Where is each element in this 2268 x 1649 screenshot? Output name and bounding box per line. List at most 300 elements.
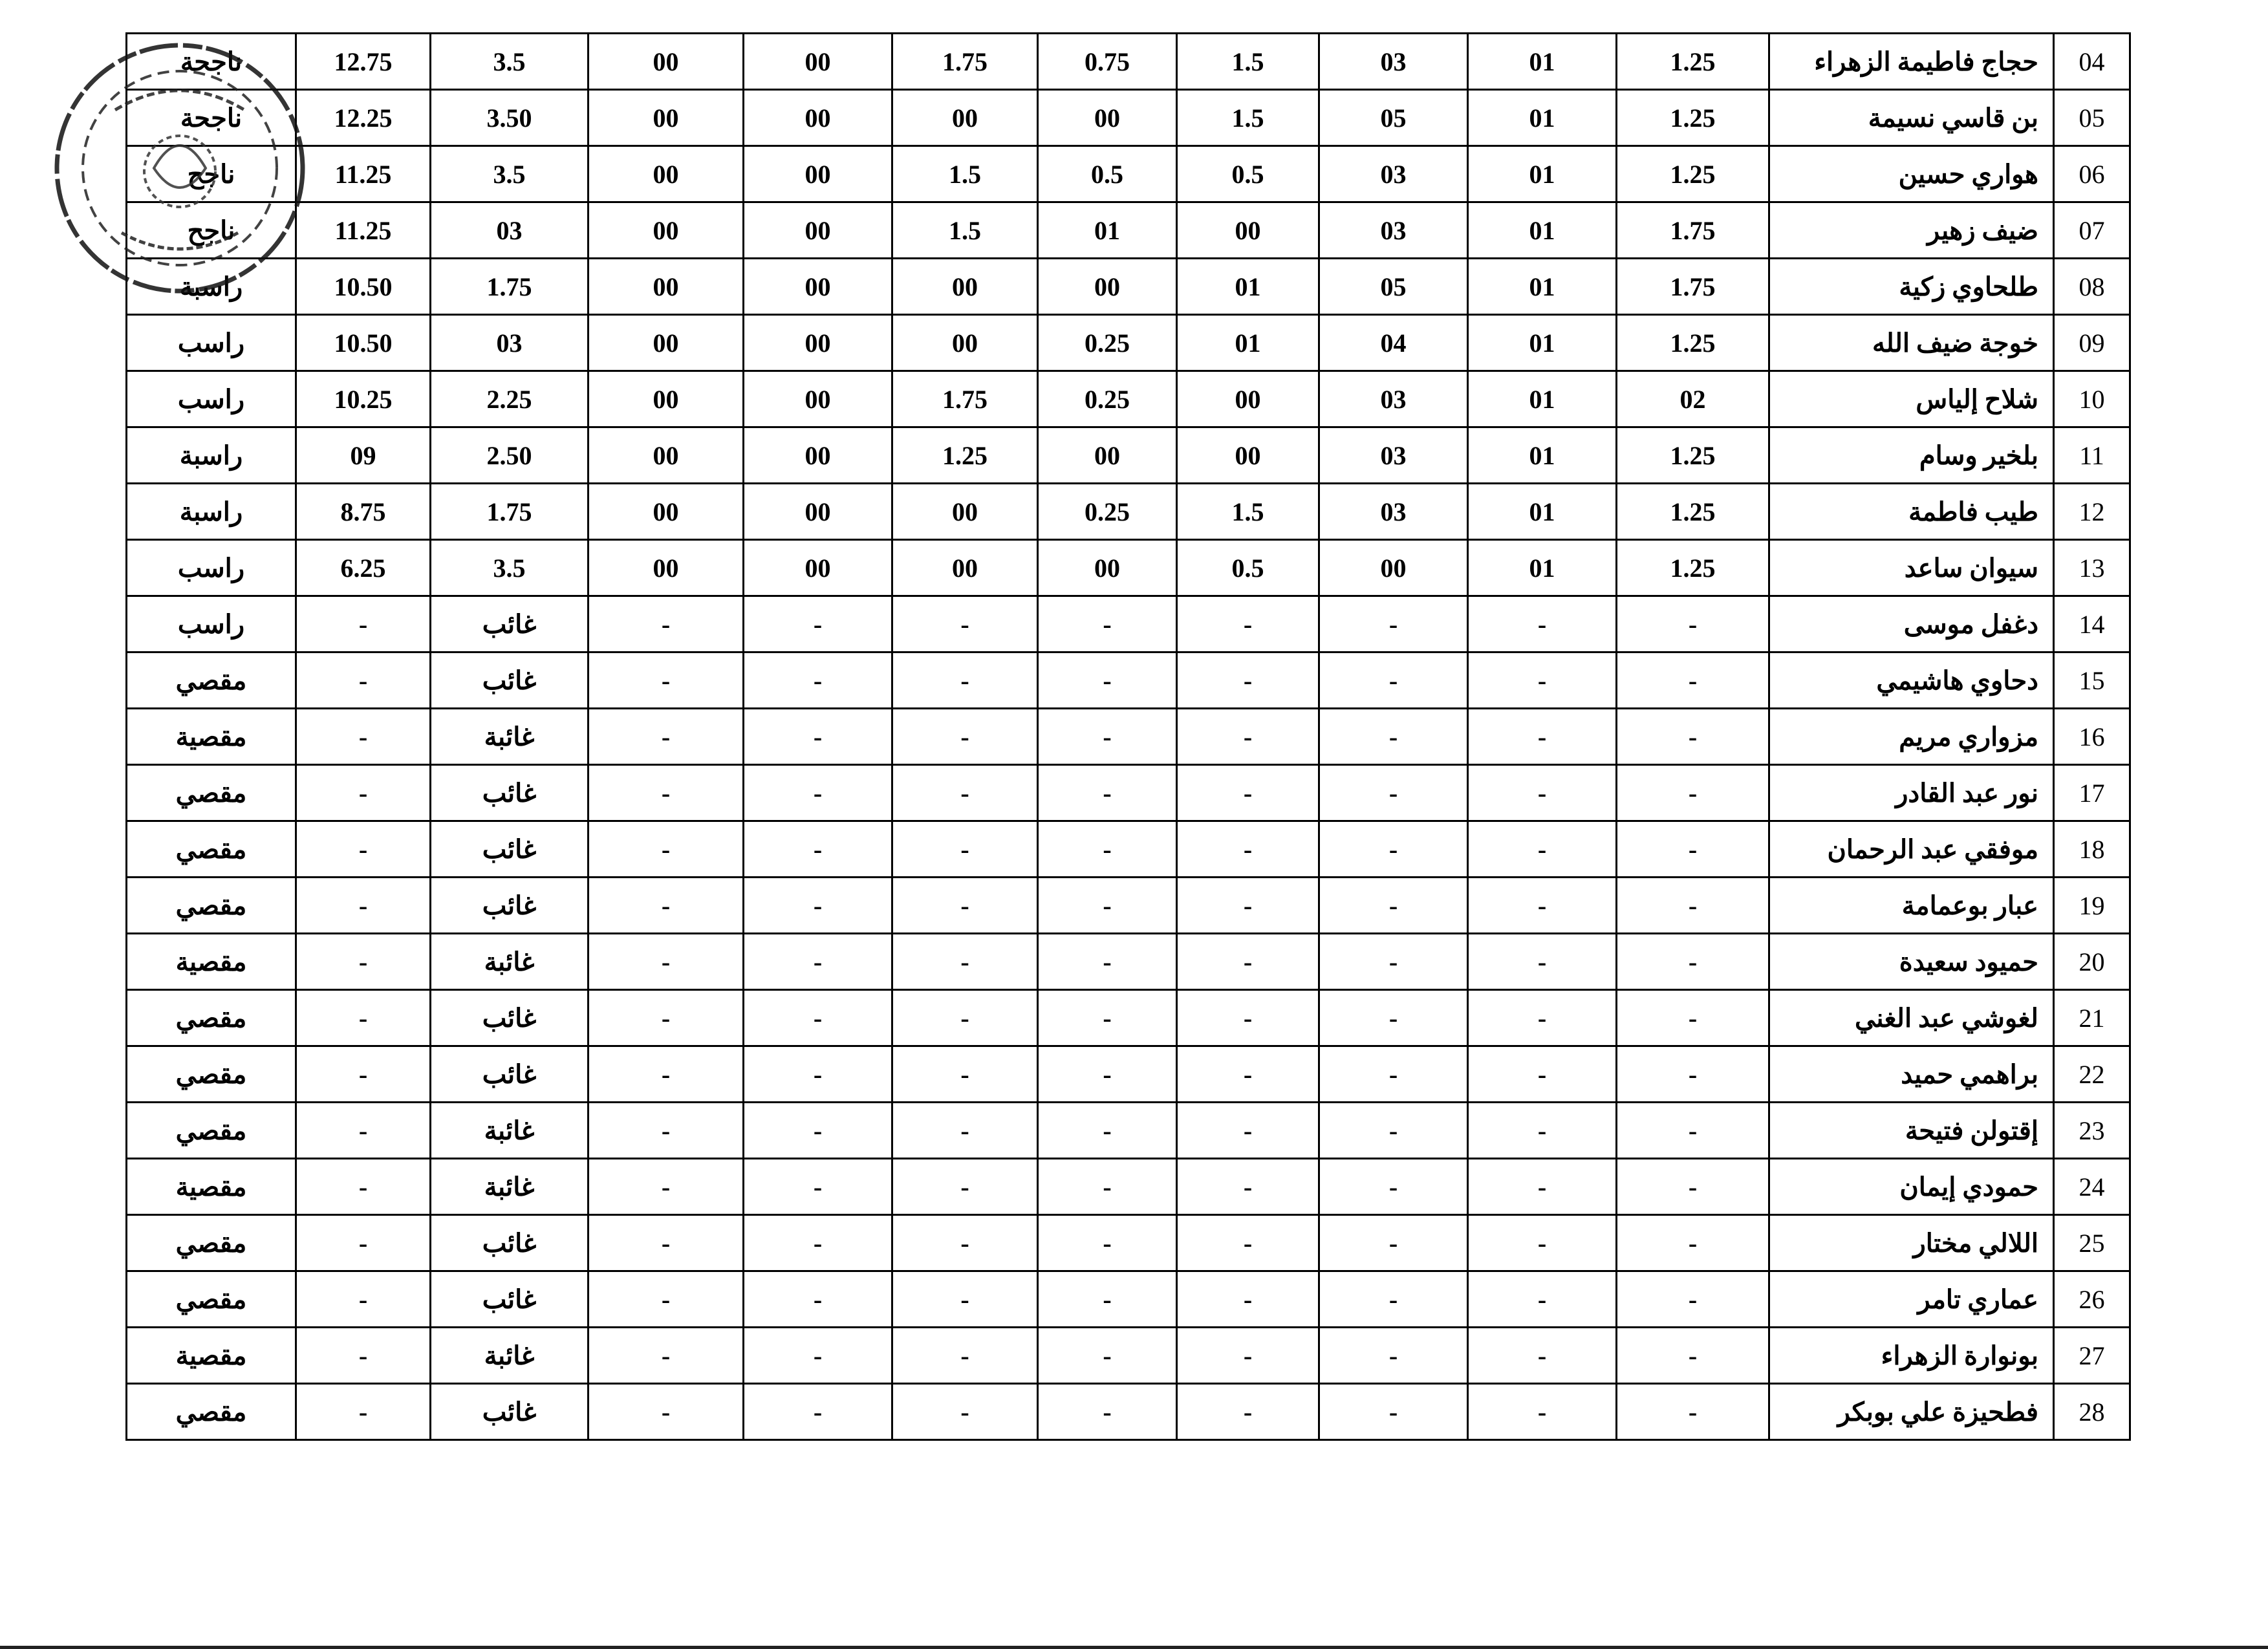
cell-c2: 01	[1468, 259, 1617, 315]
cell-c3: 03	[1319, 146, 1468, 202]
table-row	[127, 540, 2130, 596]
cell-c5: -	[1038, 1271, 1177, 1328]
cell-c1: 1.75	[1617, 202, 1769, 259]
cell-c5: 00	[1038, 90, 1177, 146]
cell-c6: 1.5	[892, 202, 1038, 259]
cell-c4: -	[1177, 934, 1319, 990]
cell-c7: -	[744, 1215, 892, 1271]
cell-c1: 1.25	[1617, 540, 1769, 596]
cell-c5: -	[1038, 1215, 1177, 1271]
cell-c4: -	[1177, 878, 1319, 934]
cell-c8: -	[589, 990, 744, 1046]
table-row	[127, 934, 2130, 990]
cell-total: -	[296, 1328, 431, 1384]
cell-c1: -	[1617, 878, 1769, 934]
cell-name: هواري حسين	[1769, 146, 2054, 202]
cell-c5: -	[1038, 990, 1177, 1046]
cell-c3: -	[1319, 990, 1468, 1046]
cell-num: 19	[2054, 878, 2130, 934]
cell-c3: -	[1319, 1046, 1468, 1103]
cell-c7: 00	[744, 371, 892, 427]
cell-c1: 1.25	[1617, 315, 1769, 371]
cell-c9: غائبة	[431, 1159, 589, 1215]
cell-c6: -	[892, 990, 1038, 1046]
cell-name: لغوشي عبد الغني	[1769, 990, 2054, 1046]
cell-c4: 00	[1177, 371, 1319, 427]
cell-c2: -	[1468, 1103, 1617, 1159]
cell-c2: -	[1468, 1384, 1617, 1440]
cell-total: 8.75	[296, 484, 431, 540]
cell-c9: غائبة	[431, 1103, 589, 1159]
cell-total: -	[296, 596, 431, 652]
cell-c2: -	[1468, 1046, 1617, 1103]
cell-c8: 00	[589, 90, 744, 146]
cell-c3: -	[1319, 821, 1468, 878]
cell-c2: -	[1468, 990, 1617, 1046]
table-row	[127, 315, 2130, 371]
cell-c6: -	[892, 596, 1038, 652]
cell-c2: -	[1468, 709, 1617, 765]
table-row	[127, 146, 2130, 202]
cell-c8: -	[589, 765, 744, 821]
cell-name: طيب فاطمة	[1769, 484, 2054, 540]
cell-c2: 01	[1468, 427, 1617, 484]
cell-c4: -	[1177, 1328, 1319, 1384]
cell-c1: -	[1617, 821, 1769, 878]
table-row	[127, 484, 2130, 540]
cell-num: 27	[2054, 1328, 2130, 1384]
cell-c7: 00	[744, 484, 892, 540]
cell-c8: 00	[589, 371, 744, 427]
cell-c1: -	[1617, 1046, 1769, 1103]
cell-name: بن قاسي نسيمة	[1769, 90, 2054, 146]
cell-c5: 00	[1038, 540, 1177, 596]
cell-c2: -	[1468, 765, 1617, 821]
cell-c2: -	[1468, 821, 1617, 878]
cell-c1: 1.75	[1617, 259, 1769, 315]
cell-c1: -	[1617, 765, 1769, 821]
cell-name: سيوان ساعد	[1769, 540, 2054, 596]
cell-num: 15	[2054, 652, 2130, 709]
cell-decision: مقصي	[127, 878, 296, 934]
cell-c5: -	[1038, 596, 1177, 652]
cell-c5: -	[1038, 652, 1177, 709]
cell-c5: -	[1038, 878, 1177, 934]
cell-total: -	[296, 1103, 431, 1159]
cell-total: -	[296, 934, 431, 990]
cell-c8: 00	[589, 540, 744, 596]
cell-c3: -	[1319, 596, 1468, 652]
cell-c2: 01	[1468, 34, 1617, 90]
cell-c1: 02	[1617, 371, 1769, 427]
cell-c9: غائب	[431, 1384, 589, 1440]
cell-c8: -	[589, 1159, 744, 1215]
cell-c3: 05	[1319, 259, 1468, 315]
cell-decision: مقصي	[127, 652, 296, 709]
cell-c4: -	[1177, 990, 1319, 1046]
cell-c7: 00	[744, 540, 892, 596]
cell-c9: غائب	[431, 596, 589, 652]
cell-c5: -	[1038, 1384, 1177, 1440]
cell-c8: -	[589, 709, 744, 765]
cell-c5: -	[1038, 934, 1177, 990]
cell-num: 09	[2054, 315, 2130, 371]
cell-decision: مقصي	[127, 821, 296, 878]
cell-c4: 01	[1177, 259, 1319, 315]
cell-c9: 1.75	[431, 259, 589, 315]
cell-num: 06	[2054, 146, 2130, 202]
cell-c1: 1.25	[1617, 90, 1769, 146]
cell-c4: -	[1177, 1271, 1319, 1328]
table-row	[127, 821, 2130, 878]
cell-c6: -	[892, 709, 1038, 765]
cell-c5: 0.75	[1038, 34, 1177, 90]
cell-c8: 00	[589, 427, 744, 484]
cell-c8: 00	[589, 202, 744, 259]
cell-c3: -	[1319, 1159, 1468, 1215]
cell-decision: راسبة	[127, 427, 296, 484]
table-row	[127, 709, 2130, 765]
cell-c9: غائب	[431, 1215, 589, 1271]
cell-name: موفقي عبد الرحمان	[1769, 821, 2054, 878]
cell-num: 20	[2054, 934, 2130, 990]
cell-c9: 03	[431, 315, 589, 371]
cell-decision: مقصية	[127, 1328, 296, 1384]
cell-c8: -	[589, 1271, 744, 1328]
cell-c8: -	[589, 1384, 744, 1440]
cell-total: 10.50	[296, 315, 431, 371]
cell-c1: 1.25	[1617, 484, 1769, 540]
table-row	[127, 596, 2130, 652]
cell-num: 14	[2054, 596, 2130, 652]
cell-decision: مقصي	[127, 990, 296, 1046]
cell-c2: -	[1468, 934, 1617, 990]
cell-c6: -	[892, 1215, 1038, 1271]
cell-c8: -	[589, 596, 744, 652]
cell-total: 12.25	[296, 90, 431, 146]
cell-c4: -	[1177, 821, 1319, 878]
cell-c4: -	[1177, 596, 1319, 652]
cell-name: عبار بوعمامة	[1769, 878, 2054, 934]
cell-c9: 3.5	[431, 146, 589, 202]
cell-c5: -	[1038, 1046, 1177, 1103]
cell-c1: -	[1617, 596, 1769, 652]
table-row	[127, 371, 2130, 427]
cell-name: فطحيزة علي بوبكر	[1769, 1384, 2054, 1440]
cell-c5: 01	[1038, 202, 1177, 259]
cell-c7: -	[744, 1046, 892, 1103]
cell-c7: -	[744, 596, 892, 652]
cell-c8: -	[589, 1103, 744, 1159]
cell-c7: -	[744, 1271, 892, 1328]
cell-total: -	[296, 1384, 431, 1440]
cell-c1: 1.25	[1617, 427, 1769, 484]
cell-c6: 1.25	[892, 427, 1038, 484]
cell-c3: -	[1319, 1328, 1468, 1384]
cell-c1: -	[1617, 990, 1769, 1046]
cell-total: 12.75	[296, 34, 431, 90]
cell-c7: -	[744, 990, 892, 1046]
cell-c3: 00	[1319, 540, 1468, 596]
cell-total: -	[296, 765, 431, 821]
cell-c9: 2.50	[431, 427, 589, 484]
cell-c4: 1.5	[1177, 90, 1319, 146]
cell-num: 17	[2054, 765, 2130, 821]
cell-c4: 0.5	[1177, 540, 1319, 596]
cell-name: مزواري مريم	[1769, 709, 2054, 765]
cell-c8: -	[589, 1046, 744, 1103]
cell-c8: 00	[589, 34, 744, 90]
cell-c7: -	[744, 709, 892, 765]
cell-name: دحاوي هاشيمي	[1769, 652, 2054, 709]
cell-c7: -	[744, 1328, 892, 1384]
cell-c7: -	[744, 1159, 892, 1215]
cell-c5: -	[1038, 821, 1177, 878]
cell-c4: -	[1177, 709, 1319, 765]
scan-edge	[0, 1646, 2268, 1649]
cell-name: نور عبد القادر	[1769, 765, 2054, 821]
cell-c2: -	[1468, 596, 1617, 652]
cell-c4: -	[1177, 1046, 1319, 1103]
cell-total: -	[296, 1215, 431, 1271]
cell-c6: -	[892, 652, 1038, 709]
table-row	[127, 765, 2130, 821]
cell-num: 25	[2054, 1215, 2130, 1271]
cell-c3: 05	[1319, 90, 1468, 146]
grades-table	[125, 32, 2131, 1441]
cell-c4: -	[1177, 1159, 1319, 1215]
cell-c8: -	[589, 878, 744, 934]
cell-c7: -	[744, 652, 892, 709]
cell-c6: -	[892, 1384, 1038, 1440]
cell-c4: 1.5	[1177, 34, 1319, 90]
cell-name: طلحاوي زكية	[1769, 259, 2054, 315]
cell-c9: 2.25	[431, 371, 589, 427]
cell-c5: 00	[1038, 259, 1177, 315]
table-row	[127, 427, 2130, 484]
cell-name: حجاج فاطيمة الزهراء	[1769, 34, 2054, 90]
cell-c5: 00	[1038, 427, 1177, 484]
cell-c1: -	[1617, 1384, 1769, 1440]
cell-total: 11.25	[296, 202, 431, 259]
cell-c8: 00	[589, 146, 744, 202]
table-row	[127, 202, 2130, 259]
cell-c5: 0.25	[1038, 484, 1177, 540]
cell-c6: 00	[892, 484, 1038, 540]
cell-c3: 03	[1319, 371, 1468, 427]
cell-c3: -	[1319, 652, 1468, 709]
table-row	[127, 652, 2130, 709]
cell-c8: -	[589, 652, 744, 709]
cell-c3: -	[1319, 765, 1468, 821]
cell-name: ضيف زهير	[1769, 202, 2054, 259]
cell-decision: راسب	[127, 315, 296, 371]
cell-c6: 1.75	[892, 34, 1038, 90]
table-row	[127, 259, 2130, 315]
cell-c6: 00	[892, 540, 1038, 596]
table-row	[127, 990, 2130, 1046]
cell-c2: 01	[1468, 146, 1617, 202]
cell-c7: 00	[744, 146, 892, 202]
cell-c7: 00	[744, 34, 892, 90]
cell-c2: 01	[1468, 540, 1617, 596]
cell-c2: -	[1468, 652, 1617, 709]
cell-c6: 1.75	[892, 371, 1038, 427]
cell-c7: 00	[744, 259, 892, 315]
cell-c4: -	[1177, 765, 1319, 821]
cell-total: -	[296, 709, 431, 765]
cell-decision: مقصية	[127, 1159, 296, 1215]
cell-c3: -	[1319, 934, 1468, 990]
cell-decision: مقصية	[127, 934, 296, 990]
cell-c1: -	[1617, 1159, 1769, 1215]
cell-c2: -	[1468, 878, 1617, 934]
cell-name: حمودي إيمان	[1769, 1159, 2054, 1215]
cell-c7: -	[744, 934, 892, 990]
cell-c1: -	[1617, 934, 1769, 990]
cell-total: -	[296, 652, 431, 709]
cell-total: -	[296, 990, 431, 1046]
cell-name: إقتولن فتيحة	[1769, 1103, 2054, 1159]
cell-c6: 00	[892, 90, 1038, 146]
cell-num: 10	[2054, 371, 2130, 427]
table-row	[127, 878, 2130, 934]
cell-c8: 00	[589, 259, 744, 315]
cell-c5: 0.25	[1038, 371, 1177, 427]
table-row	[127, 1271, 2130, 1328]
cell-c2: -	[1468, 1159, 1617, 1215]
cell-c4: 1.5	[1177, 484, 1319, 540]
cell-c5: 0.25	[1038, 315, 1177, 371]
cell-total: -	[296, 1046, 431, 1103]
cell-num: 28	[2054, 1384, 2130, 1440]
table-row	[127, 1328, 2130, 1384]
cell-c9: غائب	[431, 1046, 589, 1103]
cell-name: خوجة ضيف الله	[1769, 315, 2054, 371]
cell-c1: 1.25	[1617, 34, 1769, 90]
cell-c2: -	[1468, 1328, 1617, 1384]
cell-decision: راسب	[127, 540, 296, 596]
cell-name: شلاح إلياس	[1769, 371, 2054, 427]
cell-name: اللالي مختار	[1769, 1215, 2054, 1271]
cell-c6: -	[892, 1271, 1038, 1328]
cell-c8: -	[589, 1328, 744, 1384]
cell-name: براهمي حميد	[1769, 1046, 2054, 1103]
cell-total: 6.25	[296, 540, 431, 596]
cell-c9: غائبة	[431, 934, 589, 990]
cell-c6: -	[892, 1046, 1038, 1103]
cell-c6: -	[892, 1103, 1038, 1159]
cell-c3: -	[1319, 1103, 1468, 1159]
cell-c4: 00	[1177, 202, 1319, 259]
cell-name: بلخير وسام	[1769, 427, 2054, 484]
cell-c3: 03	[1319, 427, 1468, 484]
cell-c9: غائب	[431, 1271, 589, 1328]
cell-decision: راسب	[127, 596, 296, 652]
cell-c4: -	[1177, 652, 1319, 709]
cell-c7: -	[744, 765, 892, 821]
cell-name: بونوارة الزهراء	[1769, 1328, 2054, 1384]
cell-total: 09	[296, 427, 431, 484]
cell-c7: 00	[744, 315, 892, 371]
cell-c9: 03	[431, 202, 589, 259]
cell-total: -	[296, 1271, 431, 1328]
cell-c1: 1.25	[1617, 146, 1769, 202]
cell-decision: ناجح	[127, 202, 296, 259]
cell-c8: -	[589, 1215, 744, 1271]
cell-c6: -	[892, 821, 1038, 878]
cell-c3: 03	[1319, 34, 1468, 90]
cell-c2: 01	[1468, 484, 1617, 540]
cell-num: 05	[2054, 90, 2130, 146]
cell-c6: 00	[892, 315, 1038, 371]
cell-c1: -	[1617, 1328, 1769, 1384]
cell-c9: 3.5	[431, 34, 589, 90]
cell-decision: مقصية	[127, 709, 296, 765]
cell-c6: -	[892, 878, 1038, 934]
cell-c6: 1.5	[892, 146, 1038, 202]
cell-c7: -	[744, 821, 892, 878]
cell-num: 11	[2054, 427, 2130, 484]
cell-c5: 0.5	[1038, 146, 1177, 202]
cell-c1: -	[1617, 1271, 1769, 1328]
cell-c4: 0.5	[1177, 146, 1319, 202]
cell-c9: 3.5	[431, 540, 589, 596]
cell-c6: -	[892, 765, 1038, 821]
cell-decision: راسب	[127, 371, 296, 427]
table-row	[127, 1215, 2130, 1271]
cell-c9: غائب	[431, 990, 589, 1046]
cell-c4: 00	[1177, 427, 1319, 484]
cell-c2: 01	[1468, 202, 1617, 259]
cell-c4: -	[1177, 1384, 1319, 1440]
cell-c5: -	[1038, 709, 1177, 765]
cell-c2: 01	[1468, 371, 1617, 427]
cell-c1: -	[1617, 709, 1769, 765]
cell-c3: -	[1319, 1215, 1468, 1271]
cell-c3: -	[1319, 709, 1468, 765]
cell-c9: غائب	[431, 821, 589, 878]
cell-c7: 00	[744, 90, 892, 146]
cell-c1: -	[1617, 1215, 1769, 1271]
cell-num: 26	[2054, 1271, 2130, 1328]
cell-c3: -	[1319, 878, 1468, 934]
cell-c1: -	[1617, 1103, 1769, 1159]
cell-decision: مقصي	[127, 1384, 296, 1440]
cell-c9: 1.75	[431, 484, 589, 540]
cell-decision: راسبة	[127, 484, 296, 540]
cell-decision: مقصي	[127, 1271, 296, 1328]
cell-decision: ناجحة	[127, 34, 296, 90]
table-row	[127, 1384, 2130, 1440]
cell-num: 24	[2054, 1159, 2130, 1215]
cell-c6: -	[892, 934, 1038, 990]
cell-c7: -	[744, 878, 892, 934]
cell-num: 13	[2054, 540, 2130, 596]
cell-decision: راسبة	[127, 259, 296, 315]
cell-c4: -	[1177, 1103, 1319, 1159]
cell-name: حميود سعيدة	[1769, 934, 2054, 990]
cell-c8: -	[589, 934, 744, 990]
cell-c8: 00	[589, 315, 744, 371]
cell-decision: مقصي	[127, 1215, 296, 1271]
cell-num: 23	[2054, 1103, 2130, 1159]
cell-c6: 00	[892, 259, 1038, 315]
cell-c2: -	[1468, 1215, 1617, 1271]
table-row	[127, 90, 2130, 146]
table-body	[127, 34, 2130, 1440]
cell-total: -	[296, 878, 431, 934]
